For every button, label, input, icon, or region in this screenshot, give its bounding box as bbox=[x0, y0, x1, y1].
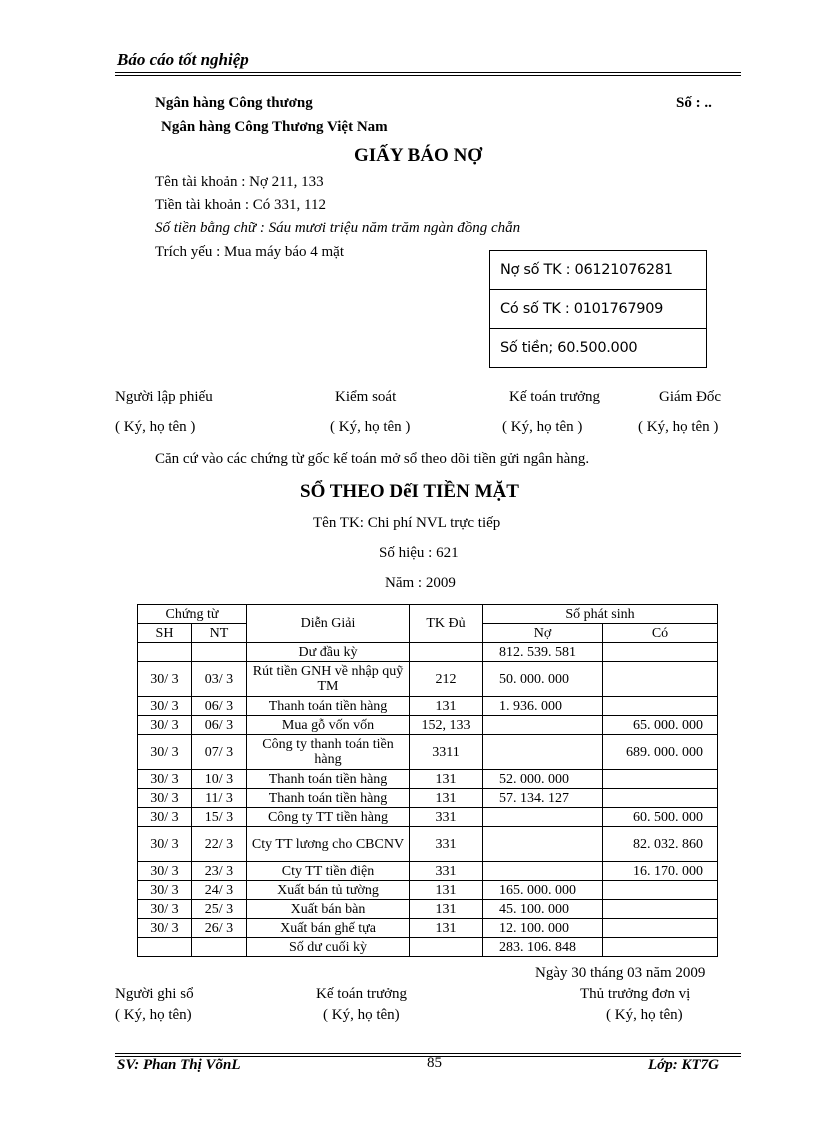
cell-nt: 07/ 3 bbox=[192, 735, 247, 770]
box-amount: Số tiền; 60.500.000 bbox=[500, 340, 638, 356]
table-row bbox=[138, 716, 718, 735]
cell-contra-account: 3311 bbox=[410, 735, 483, 770]
bank-line-1: Ngân hàng Công thương bbox=[155, 95, 313, 111]
intro-text: Căn cứ vào các chứng từ gốc kế toán mở sổ theo dõi tiền gửi ngân hàng. bbox=[155, 451, 590, 467]
signer-preparer: Người lập phiếu bbox=[115, 389, 213, 405]
footer-class: Lớp: KT7G bbox=[648, 1057, 719, 1073]
cell-description: Công ty thanh toán tiền hàng bbox=[247, 735, 410, 770]
cell-credit bbox=[603, 881, 718, 900]
header-credit: Có bbox=[603, 624, 718, 643]
cell-debit: 165. 000. 000 bbox=[483, 881, 603, 900]
cell-credit bbox=[603, 919, 718, 938]
cell-description: Dư đầu kỳ bbox=[247, 643, 410, 662]
table-row bbox=[138, 827, 718, 862]
table-row bbox=[138, 770, 718, 789]
cell-description: Rút tiền GNH về nhập quỹ TM bbox=[247, 662, 410, 697]
signer-unit-head: Thủ trưởng đơn vị bbox=[580, 986, 691, 1002]
cell-credit bbox=[603, 900, 718, 919]
table-row bbox=[138, 938, 718, 957]
bank-line-2: Ngân hàng Công Thương Việt Nam bbox=[161, 119, 388, 135]
cell-nt: 06/ 3 bbox=[192, 697, 247, 716]
cell-sh: 30/ 3 bbox=[138, 862, 192, 881]
signer-note: ( Ký, họ tên ) bbox=[115, 419, 196, 435]
header-contra-account: TK Đủ bbox=[410, 605, 483, 643]
table-row bbox=[138, 919, 718, 938]
voucher-number: Số : .. bbox=[676, 95, 712, 111]
footer-student: SV: Phan Thị VõnL bbox=[117, 1057, 241, 1073]
cell-sh: 30/ 3 bbox=[138, 697, 192, 716]
debit-account: Nợ số TK : 06121076281 bbox=[490, 251, 706, 290]
cell-credit: 60. 500. 000 bbox=[603, 808, 718, 827]
table-row bbox=[138, 862, 718, 881]
cell-contra-account: 131 bbox=[410, 900, 483, 919]
table-row bbox=[138, 881, 718, 900]
cell-contra-account: 331 bbox=[410, 827, 483, 862]
signer-note: ( Ký, họ tên) bbox=[115, 1007, 192, 1023]
cell-debit: 50. 000. 000 bbox=[483, 662, 603, 697]
signer-director: Giám Đốc bbox=[659, 389, 722, 405]
signer-chief-accountant: Kế toán trưởng bbox=[316, 986, 408, 1002]
ledger-title: SỔ THEO DếI TIỀN MẶT bbox=[300, 481, 519, 502]
header-voucher: Chứng từ bbox=[138, 605, 247, 624]
cell-nt bbox=[192, 938, 247, 957]
cell-credit bbox=[603, 662, 718, 697]
cell-debit: 812. 539. 581 bbox=[483, 643, 603, 662]
cell-nt bbox=[192, 643, 247, 662]
cell-contra-account: 131 bbox=[410, 919, 483, 938]
cell-description: Thanh toán tiền hàng bbox=[247, 697, 410, 716]
header-arising: Số phát sinh bbox=[483, 605, 718, 624]
cell-nt: 15/ 3 bbox=[192, 808, 247, 827]
signer-chief-accountant: Kế toán trưởng bbox=[509, 389, 601, 405]
cell-credit bbox=[603, 789, 718, 808]
report-header-title: Báo cáo tốt nghiệp bbox=[117, 50, 249, 69]
table-row bbox=[138, 900, 718, 919]
cell-sh bbox=[138, 643, 192, 662]
header-description: Diễn Giải bbox=[247, 605, 410, 643]
summary: Trích yếu : Mua máy báo 4 mặt bbox=[155, 244, 345, 260]
signer-note: ( Ký, họ tên) bbox=[606, 1007, 683, 1023]
voucher-title: GIẤY BÁO NỢ bbox=[354, 145, 483, 166]
ledger-year: Năm : 2009 bbox=[385, 575, 456, 591]
cell-credit bbox=[603, 770, 718, 789]
cell-nt: 26/ 3 bbox=[192, 919, 247, 938]
header-rule-thin bbox=[115, 75, 741, 76]
cell-contra-account: 131 bbox=[410, 881, 483, 900]
cell-credit: 82. 032. 860 bbox=[603, 827, 718, 862]
cell-credit: 16. 170. 000 bbox=[603, 862, 718, 881]
ledger-table bbox=[137, 604, 718, 957]
cell-nt: 10/ 3 bbox=[192, 770, 247, 789]
cell-description: Xuất bán tủ tường bbox=[247, 881, 410, 900]
cell-debit: 45. 100. 000 bbox=[483, 900, 603, 919]
cell-credit: 65. 000. 000 bbox=[603, 716, 718, 735]
page-number: 85 bbox=[427, 1055, 442, 1071]
cell-contra-account: 331 bbox=[410, 808, 483, 827]
footer-rule-thin bbox=[115, 1053, 741, 1054]
table-row bbox=[138, 789, 718, 808]
cell-sh: 30/ 3 bbox=[138, 881, 192, 900]
cell-credit bbox=[603, 643, 718, 662]
cell-credit bbox=[603, 697, 718, 716]
cell-debit: 283. 106. 848 bbox=[483, 938, 603, 957]
signer-note: ( Ký, họ tên) bbox=[323, 1007, 400, 1023]
account-name: Tên tài khoản : Nợ 211, 133 bbox=[155, 174, 324, 190]
account-money: Tiền tài khoản : Có 331, 112 bbox=[155, 197, 326, 213]
cell-contra-account: 331 bbox=[410, 862, 483, 881]
header-rule bbox=[115, 72, 741, 73]
cell-description: Công ty TT tiền hàng bbox=[247, 808, 410, 827]
cell-debit: 1. 936. 000 bbox=[483, 697, 603, 716]
header-debit: Nợ bbox=[483, 624, 603, 643]
cell-sh: 30/ 3 bbox=[138, 900, 192, 919]
cell-nt: 11/ 3 bbox=[192, 789, 247, 808]
ledger-date: Ngày 30 tháng 03 năm 2009 bbox=[535, 965, 706, 981]
signer-note: ( Ký, họ tên ) bbox=[330, 419, 411, 435]
table-row bbox=[138, 735, 718, 770]
cell-nt: 24/ 3 bbox=[192, 881, 247, 900]
header-nt: NT bbox=[192, 624, 247, 643]
signer-note: ( Ký, họ tên ) bbox=[502, 419, 583, 435]
cell-contra-account bbox=[410, 938, 483, 957]
cell-nt: 23/ 3 bbox=[192, 862, 247, 881]
account-box bbox=[489, 250, 707, 368]
table-row bbox=[138, 808, 718, 827]
cell-debit bbox=[483, 862, 603, 881]
cell-nt: 06/ 3 bbox=[192, 716, 247, 735]
cell-description: Thanh toán tiền hàng bbox=[247, 789, 410, 808]
cell-debit: 57. 134. 127 bbox=[483, 789, 603, 808]
cell-sh: 30/ 3 bbox=[138, 735, 192, 770]
signer-note: ( Ký, họ tên ) bbox=[638, 419, 719, 435]
credit-account: Có số TK : 0101767909 bbox=[490, 290, 706, 329]
cell-credit: 689. 000. 000 bbox=[603, 735, 718, 770]
cell-sh: 30/ 3 bbox=[138, 919, 192, 938]
cell-debit bbox=[483, 808, 603, 827]
cell-debit bbox=[483, 716, 603, 735]
cell-contra-account: 131 bbox=[410, 789, 483, 808]
cell-debit: 52. 000. 000 bbox=[483, 770, 603, 789]
header-sh: SH bbox=[138, 624, 192, 643]
cell-sh: 30/ 3 bbox=[138, 716, 192, 735]
cell-contra-account: 131 bbox=[410, 770, 483, 789]
cell-description: Số dư cuối kỳ bbox=[247, 938, 410, 957]
cell-contra-account: 212 bbox=[410, 662, 483, 697]
cell-description: Xuất bán bàn bbox=[247, 900, 410, 919]
table-row bbox=[138, 662, 718, 697]
cell-description: Xuất bán ghế tựa bbox=[247, 919, 410, 938]
cell-debit bbox=[483, 827, 603, 862]
cell-nt: 22/ 3 bbox=[192, 827, 247, 862]
cell-nt: 25/ 3 bbox=[192, 900, 247, 919]
table-row bbox=[138, 697, 718, 716]
cell-description: Cty TT tiền điện bbox=[247, 862, 410, 881]
cell-debit bbox=[483, 735, 603, 770]
signer-bookkeeper: Người ghi sổ bbox=[115, 986, 194, 1002]
cell-contra-account bbox=[410, 643, 483, 662]
ledger-code: Số hiệu : 621 bbox=[379, 545, 459, 561]
cell-description: Cty TT lương cho CBCNV bbox=[247, 827, 410, 862]
cell-credit bbox=[603, 938, 718, 957]
ledger-account: Tên TK: Chi phí NVL trực tiếp bbox=[313, 515, 501, 531]
cell-sh: 30/ 3 bbox=[138, 662, 192, 697]
amount-in-words: Số tiền bằng chữ : Sáu mươi triệu năm trăm ngàn đồng chẵn bbox=[155, 220, 521, 236]
cell-nt: 03/ 3 bbox=[192, 662, 247, 697]
cell-sh: 30/ 3 bbox=[138, 827, 192, 862]
cell-sh: 30/ 3 bbox=[138, 770, 192, 789]
cell-description: Thanh toán tiền hàng bbox=[247, 770, 410, 789]
cell-contra-account: 131 bbox=[410, 697, 483, 716]
cell-sh: 30/ 3 bbox=[138, 808, 192, 827]
cell-sh: 30/ 3 bbox=[138, 789, 192, 808]
cell-debit: 12. 100. 000 bbox=[483, 919, 603, 938]
cell-description: Mua gỗ vốn vốn bbox=[247, 716, 410, 735]
cell-contra-account: 152, 133 bbox=[410, 716, 483, 735]
table-row bbox=[138, 643, 718, 662]
cell-sh bbox=[138, 938, 192, 957]
signer-controller: Kiểm soát bbox=[335, 389, 397, 405]
